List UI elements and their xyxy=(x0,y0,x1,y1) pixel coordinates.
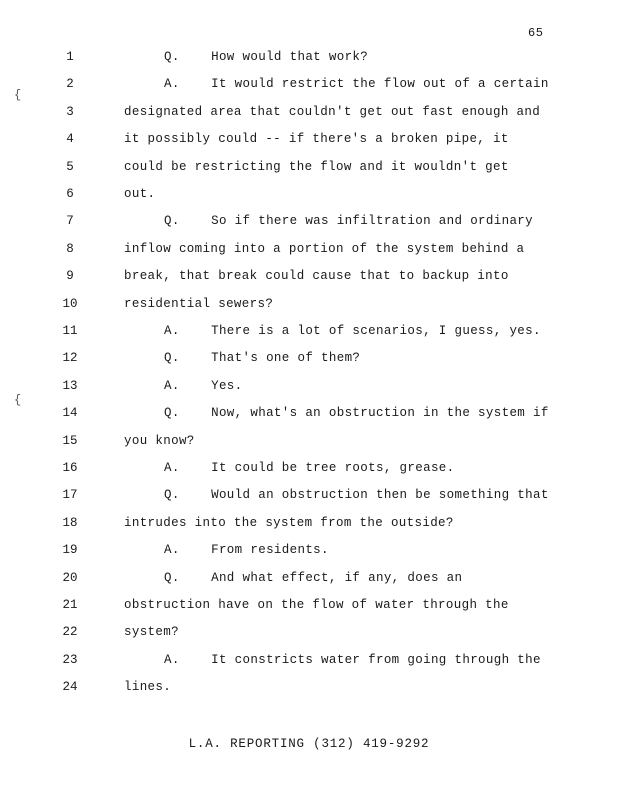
line-text: lines. xyxy=(124,680,172,695)
transcript-line xyxy=(0,406,618,426)
line-text: residential sewers? xyxy=(124,296,274,311)
line-number: 22 xyxy=(62,625,78,640)
transcript-line xyxy=(0,543,618,563)
transcript-line xyxy=(0,488,618,508)
line-number: 16 xyxy=(62,461,78,475)
transcript-line xyxy=(0,105,618,125)
transcript-line xyxy=(0,625,618,645)
line-number: 15 xyxy=(62,433,78,448)
line-number: 21 xyxy=(62,598,78,612)
line-text: designated area that couldn't get out fast enough and xyxy=(124,104,541,119)
line-text: A. Yes. xyxy=(164,378,243,393)
line-number: 1 xyxy=(66,50,74,64)
line-text: Q. That's one of them? xyxy=(164,351,361,366)
line-text: Q. How would that work? xyxy=(164,50,369,64)
line-text: out. xyxy=(124,187,156,201)
line-number: 2 xyxy=(66,77,74,92)
transcript-line xyxy=(0,571,618,591)
transcript-line xyxy=(0,160,618,180)
line-number: 8 xyxy=(66,241,74,256)
page-number: 65 xyxy=(528,26,544,40)
line-number: 6 xyxy=(66,187,74,201)
transcript-line xyxy=(0,516,618,536)
transcript-line xyxy=(0,379,618,399)
line-text: A. It constricts water from going through the xyxy=(164,652,541,667)
transcript-line xyxy=(0,297,618,317)
line-text: inflow coming into a portion of the system behind a xyxy=(124,241,525,256)
margin-mark: { xyxy=(14,393,22,407)
transcript-line xyxy=(0,50,618,70)
line-text: A. It could be tree roots, grease. xyxy=(164,461,455,475)
transcript-line xyxy=(0,187,618,207)
line-text: Q. And what effect, if any, does an xyxy=(164,570,463,585)
line-text: Q. Now, what's an obstruction in the system if xyxy=(164,406,549,421)
line-number: 18 xyxy=(62,515,78,530)
transcript-line xyxy=(0,214,618,234)
line-text: A. From residents. xyxy=(164,543,329,558)
transcript-line xyxy=(0,598,618,618)
transcript-line xyxy=(0,242,618,262)
margin-mark: { xyxy=(14,88,22,102)
line-text: could be restricting the flow and it wouldn't get xyxy=(124,159,509,174)
line-number: 5 xyxy=(66,159,74,174)
transcript-line xyxy=(0,132,618,152)
line-number: 24 xyxy=(62,680,78,695)
line-number: 7 xyxy=(66,214,74,229)
line-number: 11 xyxy=(62,324,78,338)
line-text: A. There is a lot of scenarios, I guess, yes. xyxy=(164,324,541,338)
line-number: 4 xyxy=(66,132,74,147)
transcript-line xyxy=(0,461,618,481)
line-number: 3 xyxy=(66,104,74,119)
line-number: 14 xyxy=(62,406,78,421)
reporter-footer: L.A. REPORTING (312) 419-9292 xyxy=(188,737,430,751)
transcript-line xyxy=(0,269,618,289)
transcript-line xyxy=(0,653,618,673)
line-text: intrudes into the system from the outside? xyxy=(124,515,454,530)
line-text: A. It would restrict the flow out of a certain xyxy=(164,77,549,92)
transcript-line xyxy=(0,434,618,454)
line-text: Q. Would an obstruction then be something that xyxy=(164,488,549,503)
line-number: 17 xyxy=(62,488,78,503)
line-number: 19 xyxy=(62,543,78,558)
transcript-line xyxy=(0,351,618,371)
transcript-line xyxy=(0,77,618,97)
line-text: it possibly could -- if there's a broken pipe, it xyxy=(124,132,509,147)
line-text: you know? xyxy=(124,433,195,448)
line-number: 23 xyxy=(62,652,78,667)
line-number: 9 xyxy=(66,269,74,284)
line-number: 10 xyxy=(62,296,78,311)
line-text: system? xyxy=(124,625,179,640)
line-number: 13 xyxy=(62,378,78,393)
line-text: obstruction have on the flow of water through the xyxy=(124,598,509,612)
transcript-line xyxy=(0,680,618,700)
line-number: 12 xyxy=(62,351,78,366)
line-text: Q. So if there was infiltration and ordinary xyxy=(164,214,534,229)
line-text: break, that break could cause that to backup into xyxy=(124,269,509,284)
transcript-line xyxy=(0,324,618,344)
line-number: 20 xyxy=(62,570,78,585)
